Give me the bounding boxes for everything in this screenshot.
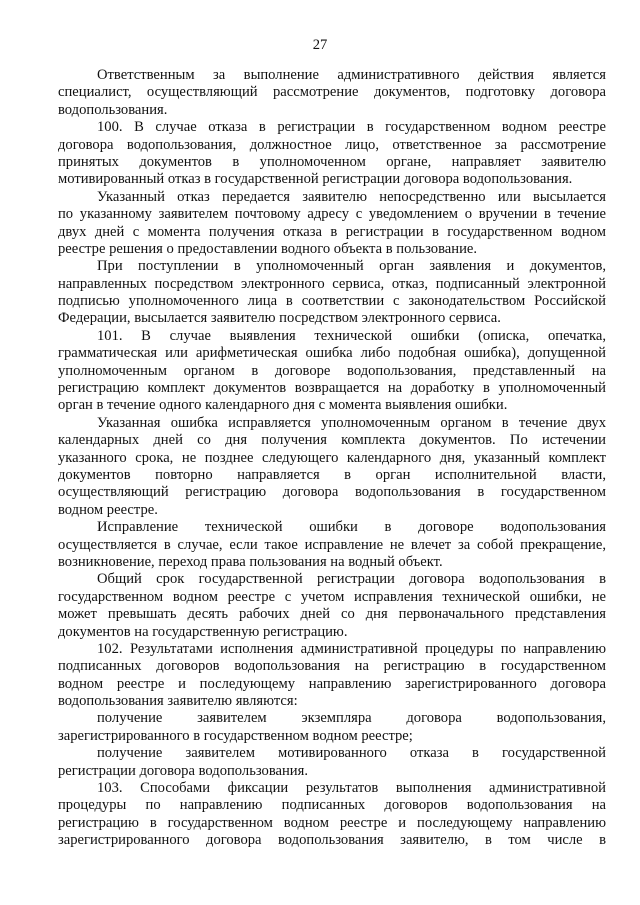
text-line: осуществляется в случае, если такое исправление не влечет за собой прекращение, xyxy=(58,536,606,553)
text-line: государственном водном реестре с учетом исправления технической ошибки, не xyxy=(58,588,606,605)
text-line: водном реестре. xyxy=(58,501,158,518)
text-line: Исправление технической ошибки в договоре водопользования xyxy=(97,519,606,536)
text-line: регистрации договора водопользования. xyxy=(58,762,308,779)
text-line: уполномоченным органом в договоре водопользования, представленный на xyxy=(58,362,606,379)
text-line: осуществляющий регистрацию договора водопользования в государственном xyxy=(58,484,606,501)
text-line: по указанному заявителем почтовому адресу с уведомлением о вручении в течение xyxy=(58,206,606,223)
text-line: получение заявителем экземпляра договора водопользования, xyxy=(97,710,606,727)
text-line: календарных дней со дня получения комплекта документов. По истечении xyxy=(58,432,606,449)
document-body xyxy=(58,67,606,850)
text-line: принятых документов в уполномоченном органе, направляет заявителю xyxy=(58,153,606,170)
text-line: документов повторно направляется в орган исполнительной власти, xyxy=(58,466,606,483)
text-line: может превышать десять рабочих дней со дня первоначального представления xyxy=(58,606,606,623)
text-line: получение заявителем мотивированного отказа в государственной xyxy=(97,745,606,762)
text-line: подписанных договоров водопользования на регистрацию в государственном xyxy=(58,658,606,675)
text-line: реестре решения о предоставлении водного объекта в пользование. xyxy=(58,240,478,257)
text-line: документов на государственную регистрацию. xyxy=(58,623,348,640)
text-line: 100. В случае отказа в регистрации в государственном водном реестре xyxy=(97,119,606,136)
text-line: Общий срок государственной регистрации договора водопользования в xyxy=(97,571,606,588)
text-line: водном реестре и последующему направлению зарегистрированного договора xyxy=(58,675,606,692)
text-line: 102. Результатами исполнения административной процедуры по направлению xyxy=(97,640,606,657)
text-line: указанного срока, не позднее следующего календарного дня, указанный комплект xyxy=(58,449,606,466)
text-line: зарегистрированного договора водопользования заявителю, в том числе в xyxy=(58,832,606,849)
text-line: водопользования. xyxy=(58,101,168,118)
text-line: зарегистрированного в государственном водном реестре; xyxy=(58,727,413,744)
text-line: регистрацию в государственном водном реестре и последующему направлению xyxy=(58,814,606,831)
text-line: При поступлении в уполномоченный орган заявления и документов, xyxy=(97,258,606,275)
text-line: Федерации, высылается заявителю посредством электронного сервиса. xyxy=(58,310,501,327)
text-line: возникновение, переход права пользования на водный объект. xyxy=(58,553,443,570)
text-line: мотивированный отказ в государственной регистрации договора водопользования. xyxy=(58,171,573,188)
text-line: 103. Способами фиксации результатов выполнения административной xyxy=(97,780,606,797)
text-line: Ответственным за выполнение административного действия является xyxy=(97,67,606,83)
text-line: водопользования заявителю являются: xyxy=(58,693,298,710)
text-line: подписью уполномоченного лица в соответствии с законодательством Российской xyxy=(58,293,606,310)
page-number: 27 xyxy=(312,37,328,53)
text-line: орган в течение одного календарного дня с момента выявления ошибки. xyxy=(58,397,508,414)
text-line: регистрацию комплект документов возвращается на доработку в уполномоченный xyxy=(58,380,606,397)
text-line: направленных посредством электронного сервиса, отказ, подписанный электронной xyxy=(58,275,606,292)
text-line: Указанная ошибка исправляется уполномоченным органом в течение двух xyxy=(97,414,606,431)
text-line: процедуры по направлению подписанных договоров водопользования на xyxy=(58,797,606,814)
text-line: договора водопользования, должностное лицо, ответственное за рассмотрение xyxy=(58,136,606,153)
text-line: Указанный отказ передается заявителю непосредственно или высылается xyxy=(97,188,606,205)
text-line: двух дней с момента получения отказа в регистрации в государственном водном xyxy=(58,223,606,240)
text-line: 101. В случае выявления технической ошибки (описка, опечатка, xyxy=(97,327,606,344)
text-line: специалист, осуществляющий рассмотрение документов, подготовку договора xyxy=(58,84,606,101)
text-line: грамматическая или арифметическая ошибка либо подобная ошибка), допущенной xyxy=(58,345,606,362)
